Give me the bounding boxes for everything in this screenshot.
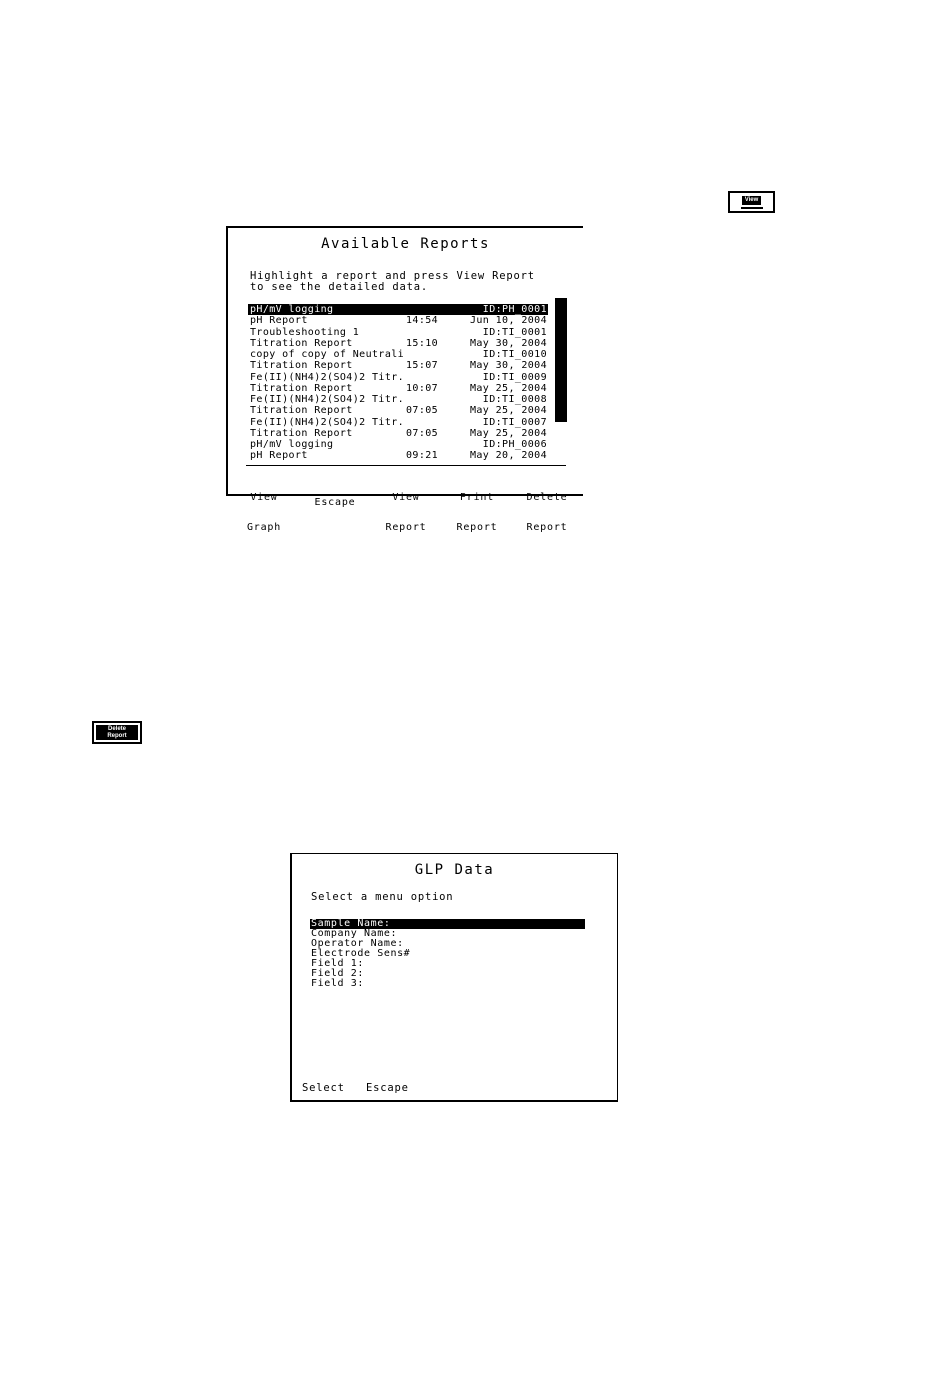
report-row[interactable]: [248, 405, 548, 416]
report-date-or-id: May 25, 2004: [469, 405, 547, 417]
report-row[interactable]: [248, 383, 548, 394]
report-row[interactable]: [248, 394, 548, 405]
instruction-text: Select a menu option: [311, 891, 454, 903]
glp-data-screen: [290, 853, 618, 1102]
report-time: 15:10: [406, 337, 439, 349]
report-row[interactable]: [248, 338, 548, 349]
report-date-or-id: ID:PH_0006: [482, 439, 547, 450]
report-name: Troubleshooting 1: [250, 326, 360, 338]
report-name: pH/mV logging: [250, 439, 334, 450]
softkey-view-report[interactable]: [370, 473, 442, 553]
delete-key-face: [96, 725, 138, 740]
report-name: Fe(II)(NH4)2(SO4)2 Titr.: [250, 416, 405, 428]
report-time: 14:54: [406, 315, 439, 327]
report-name: Titration Report: [250, 405, 353, 417]
softkey-divider: [246, 465, 566, 466]
softkey-view-graph[interactable]: [228, 473, 300, 553]
report-row[interactable]: [248, 428, 548, 439]
screen-title: Available Reports: [321, 236, 490, 252]
report-name: pH Report: [250, 315, 308, 327]
softkey-label-line1: View: [250, 492, 278, 503]
report-row[interactable]: [248, 439, 548, 450]
report-date-or-id: ID:PH_0001: [482, 304, 547, 315]
softkey-label-line1: Escape: [314, 497, 356, 508]
softkey-label-line1: Delete: [526, 492, 568, 503]
report-date-or-id: Jun 10, 2004: [469, 315, 547, 327]
report-row[interactable]: [248, 304, 548, 315]
report-name: Titration Report: [250, 382, 353, 394]
screen-title: GLP Data: [414, 862, 495, 878]
report-list: [248, 304, 548, 462]
softkey-select[interactable]: Select: [302, 1082, 345, 1094]
report-date-or-id: ID:TI_0001: [482, 326, 547, 338]
report-date-or-id: ID:TI_0007: [482, 416, 547, 428]
report-date-or-id: ID:TI_0010: [482, 349, 547, 360]
report-name: Fe(II)(NH4)2(SO4)2 Titr.: [250, 394, 405, 405]
report-time: 07:05: [406, 405, 439, 417]
report-row[interactable]: [248, 450, 548, 461]
menu-item[interactable]: Electrode Sens#: [311, 948, 411, 959]
report-row[interactable]: [248, 315, 548, 326]
menu-item[interactable]: Company Name:: [311, 928, 398, 939]
report-name: Fe(II)(NH4)2(SO4)2 Titr.: [250, 371, 405, 383]
view-key-underline: [741, 207, 763, 209]
report-date-or-id: May 30, 2004: [469, 337, 547, 349]
menu-item[interactable]: Field 1:: [311, 958, 364, 969]
softkey-print-report[interactable]: [442, 473, 512, 553]
report-row[interactable]: [248, 372, 548, 383]
report-time: 07:05: [406, 427, 439, 439]
menu-item[interactable]: Field 2:: [311, 968, 364, 979]
report-date-or-id: ID:TI_0009: [482, 371, 547, 383]
available-reports-screen: [226, 226, 583, 533]
softkey-escape[interactable]: [300, 473, 370, 553]
report-date-or-id: May 20, 2004: [469, 450, 547, 462]
softkey-escape[interactable]: Escape: [366, 1082, 409, 1094]
menu-item[interactable]: Field 3:: [311, 978, 364, 989]
menu-item[interactable]: Sample Name:: [310, 919, 585, 929]
softkey-delete-report[interactable]: [512, 473, 582, 553]
softkey-label-line2: Report: [385, 522, 427, 533]
softkey-label-line2: Report: [456, 522, 498, 533]
softkey-label-line2: Graph: [246, 522, 282, 533]
report-date-or-id: May 25, 2004: [469, 382, 547, 394]
instruction-line-2: to see the detailed data.: [250, 281, 429, 293]
report-name: Titration Report: [250, 360, 353, 372]
glp-menu-list: [310, 919, 585, 989]
report-time: 15:07: [406, 360, 439, 372]
report-date-or-id: ID:TI_0008: [482, 394, 547, 405]
report-date-or-id: May 30, 2004: [469, 360, 547, 372]
report-row[interactable]: [248, 327, 548, 338]
report-row[interactable]: [248, 360, 548, 371]
softkey-label-line2: Report: [526, 522, 568, 533]
view-report-key-icon: [728, 191, 775, 213]
delete-key-line2: Report: [107, 733, 127, 739]
view-key-label: View: [742, 196, 762, 205]
report-date-or-id: May 25, 2004: [469, 427, 547, 439]
scrollbar[interactable]: [555, 298, 567, 422]
report-name: Titration Report: [250, 427, 353, 439]
report-name: pH/mV logging: [250, 304, 334, 315]
menu-item[interactable]: Operator Name:: [311, 938, 404, 949]
report-row[interactable]: [248, 349, 548, 360]
softkey-label-line1: Print: [459, 492, 495, 503]
report-name: copy of copy of Neutrali: [250, 349, 405, 360]
report-row[interactable]: [248, 417, 548, 428]
report-name: Titration Report: [250, 337, 353, 349]
report-time: 10:07: [406, 382, 439, 394]
instruction-line-1: Highlight a report and press View Report: [250, 270, 535, 282]
report-time: 09:21: [406, 450, 439, 462]
softkey-label-line1: View: [392, 492, 420, 503]
delete-report-key-icon: [92, 721, 142, 744]
delete-key-line1: Delete: [107, 726, 126, 732]
report-name: pH Report: [250, 450, 308, 462]
softkey-bar: [228, 473, 583, 553]
